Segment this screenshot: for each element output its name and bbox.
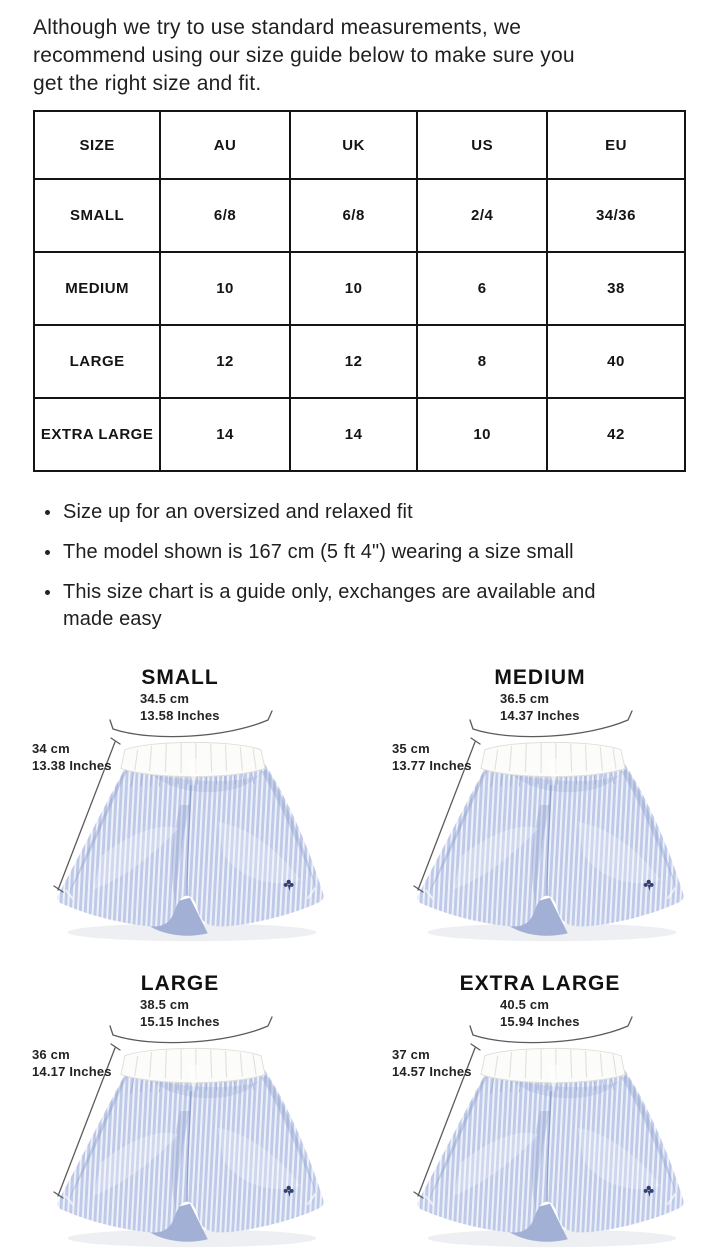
table-row-medium (34, 252, 685, 325)
intro-text (33, 14, 703, 98)
cell-us: 10 (417, 398, 547, 471)
intro-line: get the right size and fit. (33, 72, 262, 95)
cell-eu: 38 (547, 252, 685, 325)
bullet-dot-icon (45, 590, 50, 595)
length-measurement-label: 36 cm 14.17 Inches (32, 1047, 112, 1079)
cell-size: SMALL (34, 179, 160, 252)
cell-au: 10 (160, 252, 290, 325)
col-header-uk: UK (290, 111, 418, 179)
size-card-title: SMALL (141, 666, 219, 689)
intro-line: Although we try to use standard measurements, we (33, 16, 522, 39)
col-header-eu: EU (547, 111, 685, 179)
cell-size: EXTRA LARGE (34, 398, 160, 471)
cell-size: LARGE (34, 325, 160, 398)
cell-au: 6/8 (160, 179, 290, 252)
cell-us: 8 (417, 325, 547, 398)
cell-us: 2/4 (417, 179, 547, 252)
cell-uk: 6/8 (290, 179, 418, 252)
bullet-dot-icon (45, 550, 50, 555)
cell-eu: 42 (547, 398, 685, 471)
cell-eu: 40 (547, 325, 685, 398)
cell-eu: 34/36 (547, 179, 685, 252)
size-card-small (0, 650, 360, 956)
width-measurement-label: 40.5 cm 15.94 Inches (500, 997, 580, 1029)
cell-uk: 12 (290, 325, 418, 398)
size-card-medium (360, 650, 720, 956)
size-conversion-table (33, 110, 686, 472)
cell-us: 6 (417, 252, 547, 325)
table-row-small (34, 179, 685, 252)
table-header-row (34, 111, 685, 179)
note-text: This size chart is a guide only, exchanges are available and (63, 581, 596, 603)
cell-uk: 14 (290, 398, 418, 471)
size-card-title: EXTRA LARGE (459, 972, 621, 995)
width-measurement-label: 34.5 cm 13.58 Inches (140, 691, 220, 723)
notes-list (45, 499, 685, 646)
list-item (45, 579, 685, 633)
size-card-title: LARGE (140, 972, 220, 995)
note-text: Size up for an oversized and relaxed fit (63, 501, 413, 523)
cell-au: 14 (160, 398, 290, 471)
size-card-large (0, 956, 360, 1242)
width-measurement-label: 38.5 cm 15.15 Inches (140, 997, 220, 1029)
cell-au: 12 (160, 325, 290, 398)
size-card-extra-large (360, 956, 720, 1242)
note-text: The model shown is 167 cm (5 ft 4") wearing a size small (63, 541, 574, 563)
length-measurement-label: 37 cm 14.57 Inches (392, 1047, 472, 1079)
col-header-au: AU (160, 111, 290, 179)
col-header-size: SIZE (34, 111, 160, 179)
bullet-dot-icon (45, 510, 50, 515)
col-header-us: US (417, 111, 547, 179)
list-item (45, 499, 685, 526)
cell-size: MEDIUM (34, 252, 160, 325)
list-item (45, 539, 685, 566)
table-row-extra-large (34, 398, 685, 471)
length-measurement-label: 35 cm 13.77 Inches (392, 741, 472, 773)
intro-line: recommend using our size guide below to make sure you (33, 44, 575, 67)
size-card-title: MEDIUM (494, 666, 586, 689)
note-text: made easy (63, 608, 162, 630)
table-row-large (34, 325, 685, 398)
size-figures-grid (0, 650, 720, 1242)
width-measurement-label: 36.5 cm 14.37 Inches (500, 691, 580, 723)
cell-uk: 10 (290, 252, 418, 325)
length-measurement-label: 34 cm 13.38 Inches (32, 741, 112, 773)
